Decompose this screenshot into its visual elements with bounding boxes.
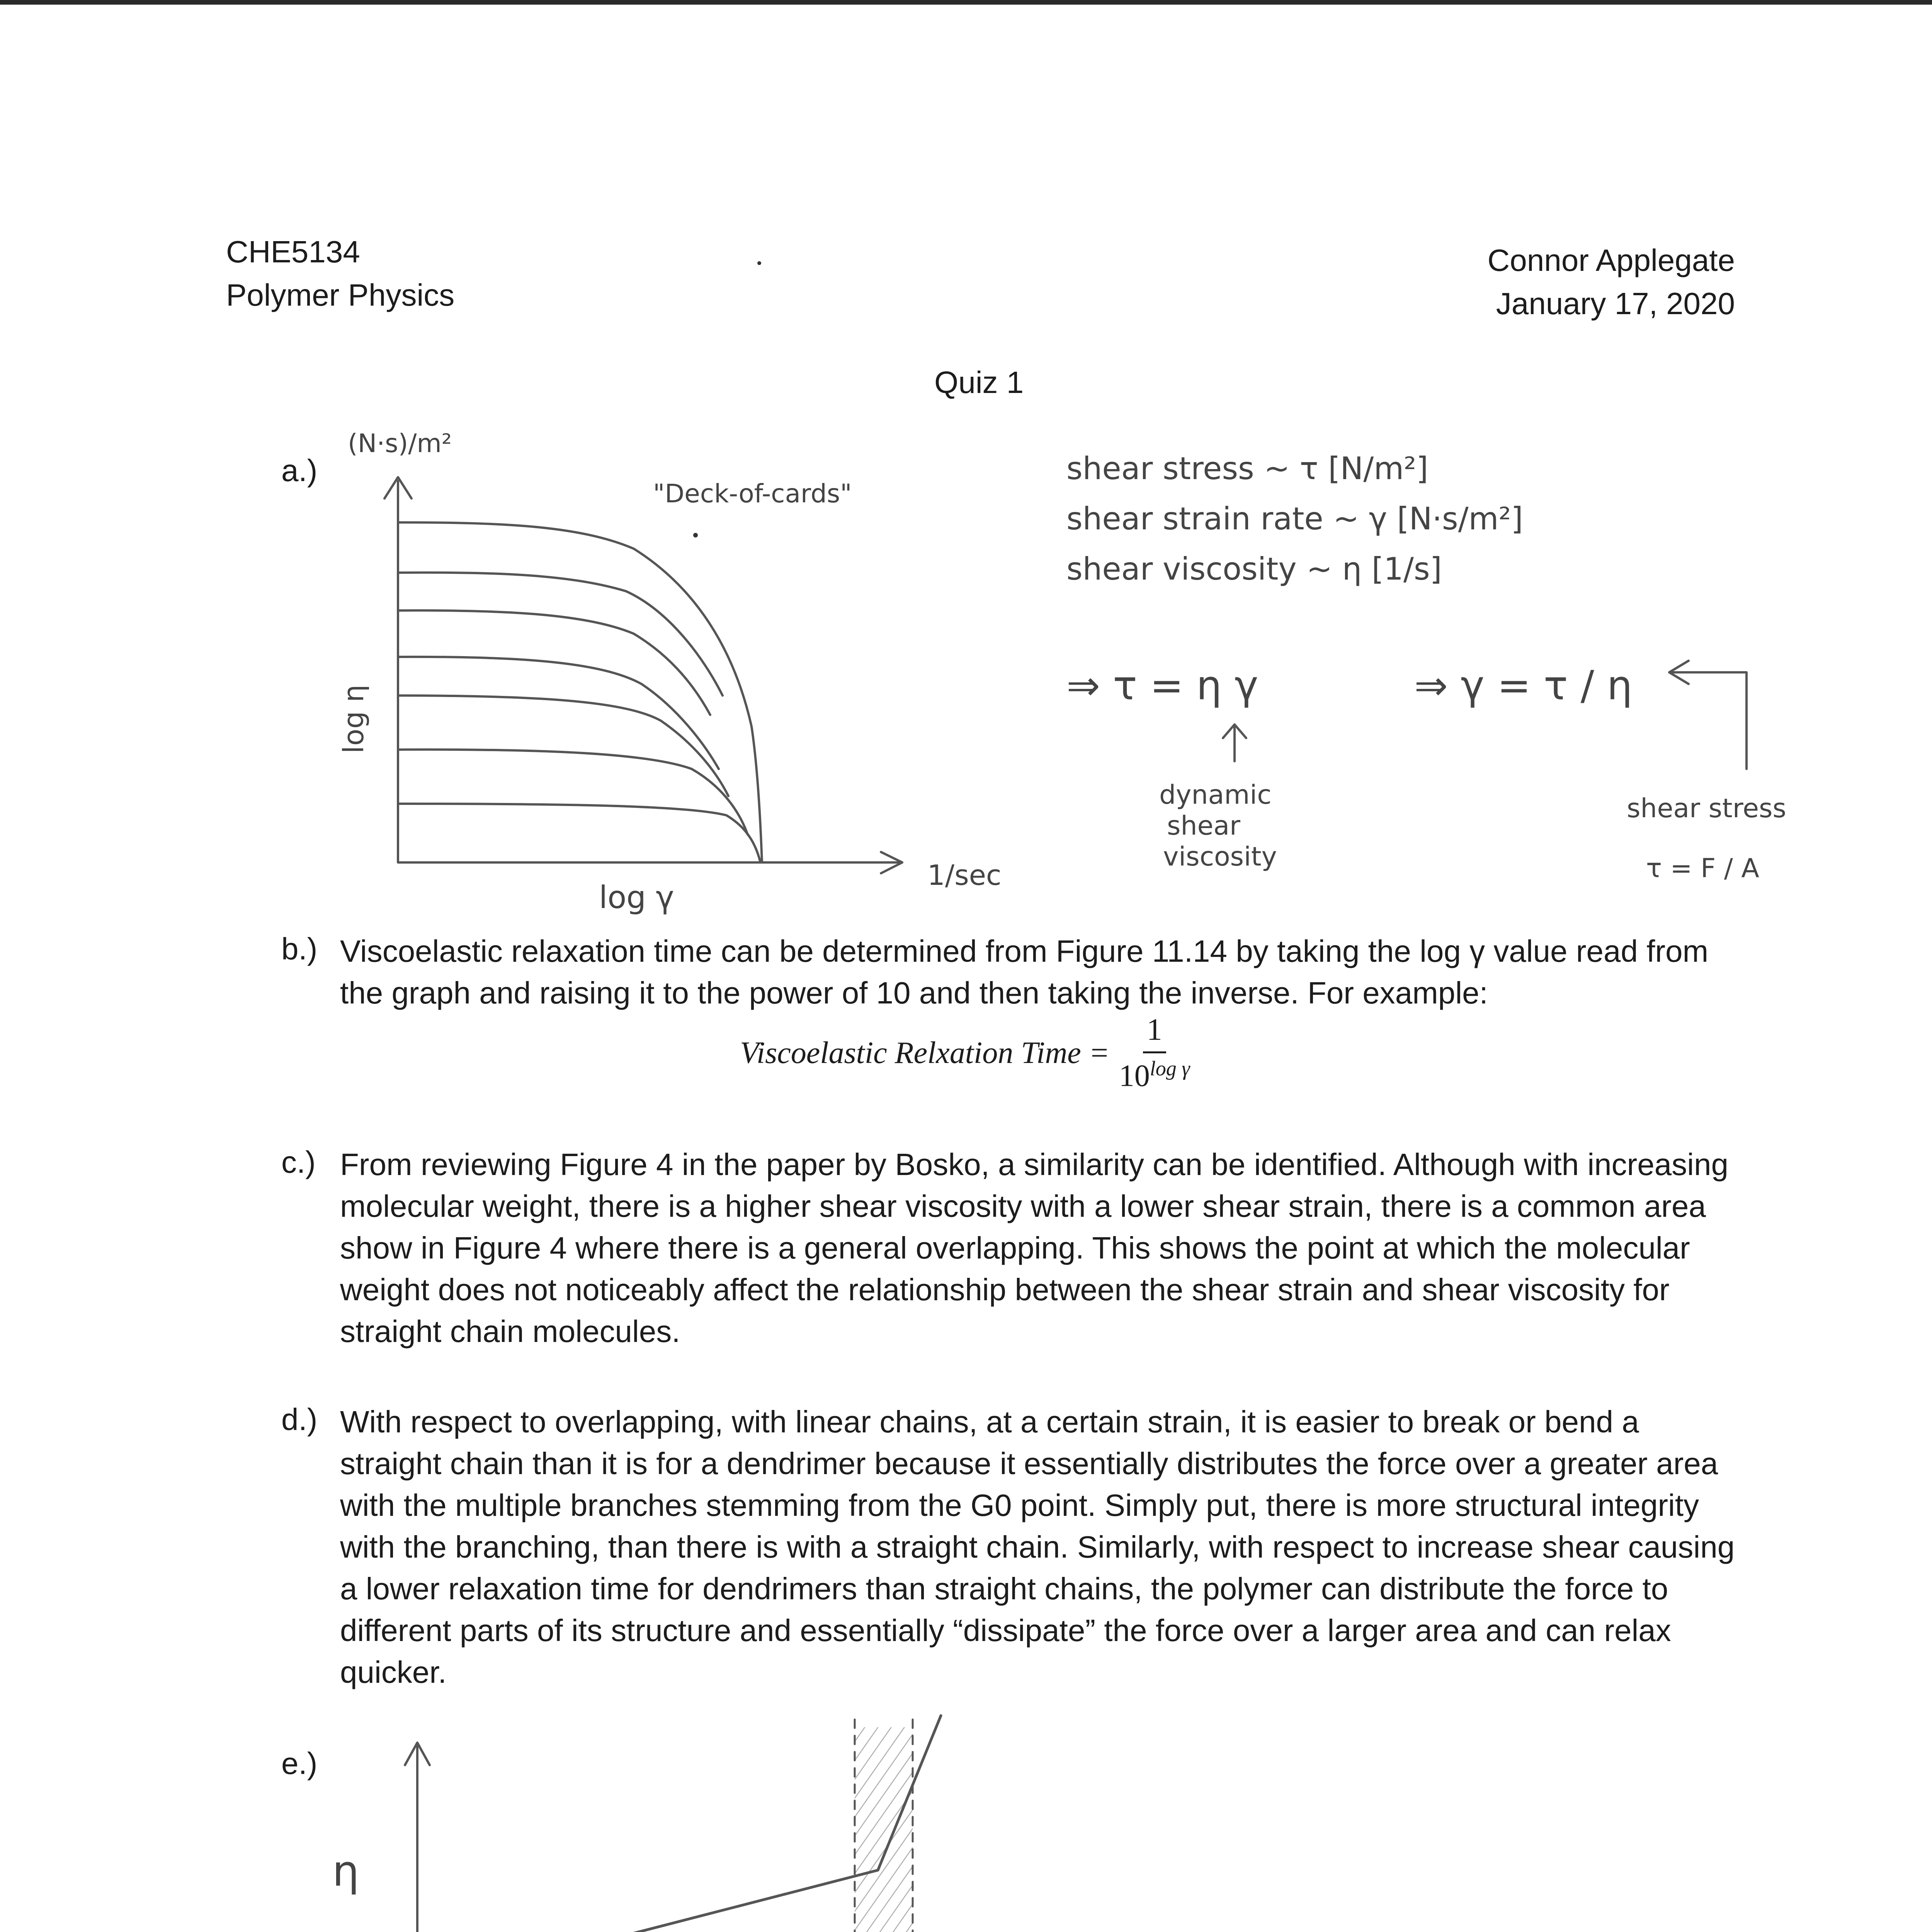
y-unit-label: (N·s)/m² <box>348 429 452 458</box>
formula-fraction <box>1119 1012 1190 1094</box>
author-name: Connor Applegate <box>1487 243 1735 277</box>
plot-axes <box>405 1743 1055 1932</box>
y-axis-label: log η <box>337 684 370 753</box>
part-d-label: d.) <box>281 1402 318 1437</box>
relaxation-time-formula <box>740 1012 1190 1094</box>
part-d-text: With respect to overlapping, with linear chains, at a certain strain, it is easier to break or bend a straight chain than it is for a dendrimer because it essentially distributes the force over a greater area with the multiple branches stemming from the G0 point. Simply put, there is more structural integrity with the branching, than there is with a straight chain. Similarly, with respect to increase shear causing a lower relaxation time for dendrimers than straight chains, the polymer can distribute the force to different parts of its structure and essentially “dissipate” the force over a larger area and can relax quicker. <box>340 1405 1735 1689</box>
date: January 17, 2020 <box>1496 286 1735 321</box>
note-equation-2: ⇒ γ = τ / η <box>1414 662 1633 709</box>
viscosity-curves <box>398 522 762 862</box>
part-c-label: c.) <box>281 1145 316 1179</box>
y-axis-label: η <box>332 1846 359 1896</box>
course-name: Polymer Physics <box>226 278 455 312</box>
part-e-label: e.) <box>281 1746 318 1781</box>
formula-exponent: log γ <box>1150 1057 1190 1080</box>
transition-region <box>855 1719 913 1932</box>
note-dynamic: dynamic <box>1159 780 1272 810</box>
note-shear-viscosity: shear viscosity ~ η [1/s] <box>1066 551 1442 587</box>
note-shear-stress: shear stress ~ τ [N/m²] <box>1066 451 1429 486</box>
page-title: Quiz 1 <box>934 365 1024 400</box>
formula-lhs: Viscoelastic Relxation Time = <box>740 1036 1110 1070</box>
note-shear: shear <box>1167 811 1240 841</box>
part-a-label: a.) <box>281 453 318 488</box>
x-unit-label: 1/sec <box>927 859 1002 891</box>
formula-base: 10 <box>1119 1059 1150 1093</box>
note-viscosity: viscosity <box>1163 842 1277 872</box>
x-axis-label: log γ <box>599 879 674 915</box>
plot-axes <box>384 477 902 873</box>
part-c-text: From reviewing Figure 4 in the paper by Bosko, a similarity can be identified. Although with increasing molecular weight, there is a higher shear viscosity with a lower shear strain, there is a common area show in Figure 4 where there is a general overlapping. This shows the point at which the molecular weight does not noticeably affect the relationship between the shear strain and shear viscosity for straight chain molecules. <box>340 1147 1728 1349</box>
formula-numerator: 1 <box>1143 1012 1166 1053</box>
formula-denominator <box>1119 1053 1190 1094</box>
bracket-arrow-icon <box>1669 661 1747 769</box>
part-b-label: b.) <box>281 932 318 966</box>
note-shear-strain-rate: shear strain rate ~ γ [N·s/m²] <box>1066 501 1523 537</box>
note-equation-1: ⇒ τ = η γ <box>1066 662 1259 709</box>
deck-of-cards-caption: "Deck-of-cards" <box>653 479 852 509</box>
note-side-label: shear stress <box>1627 793 1786 824</box>
part-e-sketch <box>0 1700 1932 1932</box>
course-code: CHE5134 <box>226 235 360 269</box>
note-side-equation: τ = F / A <box>1646 853 1759 884</box>
stray-dot <box>693 533 698 537</box>
part-b-text: Viscoelastic relaxation time can be determined from Figure 11.14 by taking the log γ value read from the graph and raising it to the power of 10 and then taking the inverse. For example: <box>340 934 1709 1010</box>
arrow-icon <box>1223 724 1246 761</box>
part-a-sketch <box>0 0 1932 927</box>
